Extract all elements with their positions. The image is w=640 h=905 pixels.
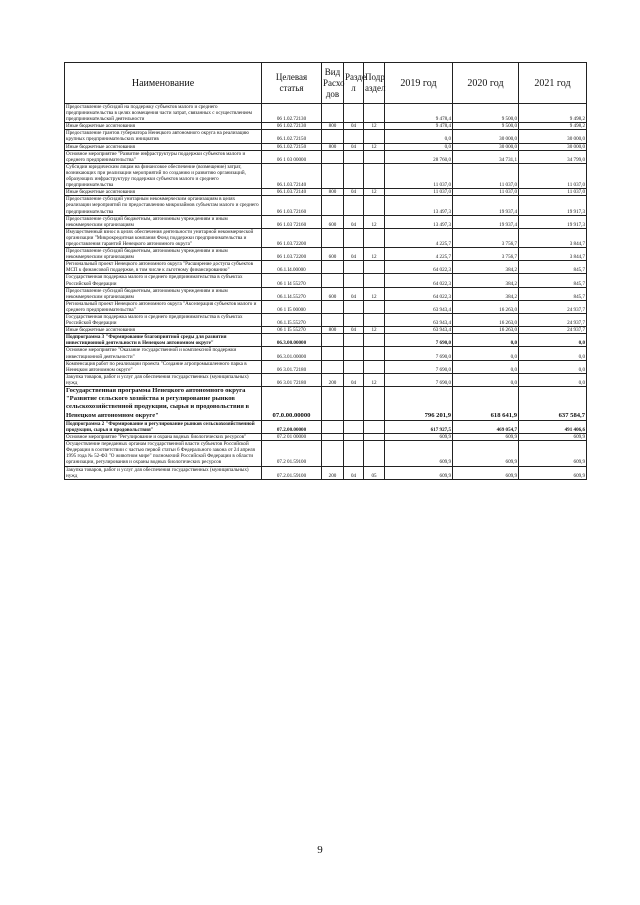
row-subsection — [364, 163, 385, 188]
row-value-2020: 469 054,7 — [453, 420, 519, 433]
row-value-2019: 63 943,4 — [385, 327, 453, 334]
row-value-2019: 609,9 — [385, 434, 453, 441]
row-section — [344, 434, 364, 441]
row-name: Региональный проект Ненецкого автономного округа "Акселерация субъектов малого и среднего предпринимательства" — [65, 300, 262, 313]
row-name: Региональный проект Ненецкого автономного округа "Расширение доступа субъектов МСП к финансовой поддержке, в том числе к льготному финансированию" — [65, 261, 262, 274]
table-row — [65, 314, 587, 327]
row-name: Имущественный взнос в целях обеспечения деятельности унитарной некоммерческой организации "Микрокредитная компания Фонд поддержки предпринимательства и предоставления гарантий Ненецкого автономного округа" — [65, 228, 262, 247]
row-section: 04 — [344, 248, 364, 261]
row-expense-type — [322, 314, 344, 327]
row-name: Государственная программа Ненецкого автономного округа "Развитие сельского хозяйства и регулирование рынков сельскохозяйственной продукции, сырья и продовольствия в Ненецком автономном округе" — [65, 387, 262, 421]
row-value-2021: 30 000,0 — [519, 130, 587, 143]
row-expense-type — [322, 163, 344, 188]
row-name: Подпрограмма 2 "Формирование и регулирование рынков сельскохозяйственной продукции, сырья и продовольствия" — [65, 420, 262, 433]
row-value-2020: 11 037,0 — [453, 163, 519, 188]
row-value-2021: 9 498,2 — [519, 123, 587, 130]
row-subsection — [364, 347, 385, 360]
row-section — [344, 228, 364, 247]
row-value-2020: 16 263,0 — [453, 314, 519, 327]
row-section: 04 — [344, 373, 364, 386]
row-name: Осуществление переданных органам государственной власти субъектов Российской Федерации в соответствии с частью первой статьи 6 Федерального закона от 24 апреля 1995 года № 52-ФЗ "О животном мире" полномочий Российской Федерации в области организации, регулирования и охраны водных биологических ресурсов — [65, 441, 262, 466]
header-year-2021: 2021 год — [519, 63, 587, 104]
row-expense-type — [322, 387, 344, 421]
row-name: Иные бюджетные ассигнования — [65, 123, 262, 130]
row-value-2021: 3 844,7 — [519, 248, 587, 261]
table-row — [65, 387, 587, 421]
table-row — [65, 287, 587, 300]
row-target-code: 06 1.03.72200 — [262, 228, 322, 247]
table-body — [65, 104, 587, 480]
row-value-2021: 845,7 — [519, 287, 587, 300]
row-value-2021: 30 000,0 — [519, 143, 587, 150]
row-name: Предоставление субсидий бюджетным, автономным учреждениям и иным некоммерческим организациям — [65, 248, 262, 261]
row-name: Иные бюджетные ассигнования — [65, 143, 262, 150]
row-value-2021: 637 584,7 — [519, 387, 587, 421]
row-target-code: 06 1.03.72200 — [262, 248, 322, 261]
row-value-2021: 34 799,0 — [519, 150, 587, 163]
row-target-code: 06.1.03.72140 — [262, 189, 322, 196]
row-target-code: 06.1.I5.55270 — [262, 314, 322, 327]
row-section: 04 — [344, 287, 364, 300]
row-value-2021: 0,0 — [519, 347, 587, 360]
budget-table — [64, 62, 587, 480]
row-section: 04 — [344, 215, 364, 228]
row-section — [344, 347, 364, 360]
header-year-2019: 2019 год — [385, 63, 453, 104]
row-name: Основное мероприятие "Регулирование и охрана водных биологических ресурсов" — [65, 434, 262, 441]
row-target-code: 06 1.03.72160 — [262, 196, 322, 215]
header-name: Наименование — [65, 63, 262, 104]
row-value-2021: 24 937,7 — [519, 327, 587, 334]
header-year-2020: 2020 год — [453, 63, 519, 104]
row-value-2020: 0,0 — [453, 334, 519, 347]
row-section — [344, 387, 364, 421]
row-name: Основное мероприятие "Развитие инфраструктуры поддержки субъектов малого и среднего предпринимательства" — [65, 150, 262, 163]
row-expense-type: 800 — [322, 123, 344, 130]
row-value-2021: 24 937,7 — [519, 314, 587, 327]
row-subsection — [364, 441, 385, 466]
row-expense-type: 600 — [322, 215, 344, 228]
row-subsection: 12 — [364, 143, 385, 150]
table-row — [65, 300, 587, 313]
row-target-code: 06 1.03 72160 — [262, 215, 322, 228]
row-subsection: 12 — [364, 373, 385, 386]
row-section — [344, 300, 364, 313]
row-value-2019: 9 478,4 — [385, 123, 453, 130]
row-name: Государственная поддержка малого и среднего предпринимательства в субъектах Российской Федерации — [65, 274, 262, 287]
row-target-code: 07.2.01.59100 — [262, 466, 322, 479]
row-name: Предоставление субсидий бюджетным, автономным учреждениям и иным некоммерческим организациям — [65, 215, 262, 228]
row-value-2020: 3 756,7 — [453, 228, 519, 247]
row-value-2019: 4 225,7 — [385, 228, 453, 247]
table-row — [65, 189, 587, 196]
row-expense-type — [322, 274, 344, 287]
row-target-code: 07.2 01.59100 — [262, 441, 322, 466]
table-row — [65, 334, 587, 347]
row-name: Компенсация работ по реализации проекта "Создание агропромышленного парка в Ненецком автономном округе" — [65, 360, 262, 373]
row-name: Субсидии юридическим лицам на финансовое обеспечение (возмещение) затрат, возникающих при реализации мероприятий по созданию и развитию организаций, образующих инфраструктуру поддержки субъектов малого и среднего предпринимательства — [65, 163, 262, 188]
row-expense-type — [322, 441, 344, 466]
row-section: 04 — [344, 123, 364, 130]
row-value-2019: 0,0 — [385, 143, 453, 150]
row-section: 04 — [344, 466, 364, 479]
row-subsection — [364, 130, 385, 143]
row-name: Закупка товаров, работ и услуг для обеспечения государственных (муниципальных) нужд — [65, 373, 262, 386]
row-value-2019: 7 690,0 — [385, 334, 453, 347]
row-value-2020: 16 263,0 — [453, 300, 519, 313]
table-row — [65, 434, 587, 441]
row-subsection — [364, 387, 385, 421]
row-value-2021: 609,9 — [519, 434, 587, 441]
row-value-2021: 609,9 — [519, 466, 587, 479]
table-row — [65, 373, 587, 386]
row-value-2020: 609,9 — [453, 434, 519, 441]
row-value-2020: 16 263,0 — [453, 327, 519, 334]
table-row — [65, 441, 587, 466]
row-section — [344, 104, 364, 123]
row-target-code: 06 1 I5 00000 — [262, 300, 322, 313]
row-subsection — [364, 261, 385, 274]
row-subsection: 12 — [364, 327, 385, 334]
row-subsection: 12 — [364, 248, 385, 261]
row-name: Предоставление субсидий на поддержку субъектов малого и среднего предпринимательства в целях возмещения части затрат, связанных с осуществлением предпринимательской деятельности — [65, 104, 262, 123]
table-row — [65, 347, 587, 360]
row-value-2019: 617 927,5 — [385, 420, 453, 433]
row-value-2020: 11 037,0 — [453, 189, 519, 196]
table-row — [65, 130, 587, 143]
row-section — [344, 274, 364, 287]
row-target-code: 07.2 01 00000 — [262, 434, 322, 441]
header-expense-type: Вид Расхо дов — [322, 63, 344, 104]
row-value-2019: 7 690,0 — [385, 360, 453, 373]
table-row — [65, 274, 587, 287]
row-value-2021: 19 917,3 — [519, 215, 587, 228]
row-section — [344, 150, 364, 163]
row-value-2021: 845,7 — [519, 261, 587, 274]
table-row — [65, 228, 587, 247]
row-value-2020: 3 756,7 — [453, 248, 519, 261]
row-subsection: 12 — [364, 189, 385, 196]
row-expense-type: 200 — [322, 373, 344, 386]
table-row — [65, 163, 587, 188]
row-expense-type — [322, 228, 344, 247]
row-target-code: 06 1.02.72130 — [262, 104, 322, 123]
row-name: Предоставление грантов губернатора Ненецкого автономного округа на реализацию крупных предпринимательских инициатив — [65, 130, 262, 143]
row-target-code: 06.1.I4.00000 — [262, 261, 322, 274]
row-subsection — [364, 334, 385, 347]
row-target-code: 06.1.02.72150 — [262, 143, 322, 150]
row-value-2021: 9 498,2 — [519, 104, 587, 123]
row-value-2020: 19 937,4 — [453, 215, 519, 228]
row-section — [344, 196, 364, 215]
row-value-2020: 0,0 — [453, 347, 519, 360]
header-subsection: Подр аздел — [364, 63, 385, 104]
row-value-2019: 7 690,0 — [385, 347, 453, 360]
header-section: Разде л — [344, 63, 364, 104]
row-subsection — [364, 150, 385, 163]
row-value-2019: 11 037,0 — [385, 163, 453, 188]
row-value-2020: 0,0 — [453, 360, 519, 373]
table-row — [65, 150, 587, 163]
row-value-2019: 64 022,3 — [385, 274, 453, 287]
row-subsection — [364, 420, 385, 433]
table-row — [65, 327, 587, 334]
row-value-2019: 64 022,3 — [385, 287, 453, 300]
row-subsection — [364, 228, 385, 247]
row-section: 04 — [344, 327, 364, 334]
row-value-2020: 9 500,0 — [453, 123, 519, 130]
row-value-2019: 0,0 — [385, 130, 453, 143]
row-value-2020: 34 731,1 — [453, 150, 519, 163]
row-expense-type: 600 — [322, 287, 344, 300]
row-value-2019: 28 760,0 — [385, 150, 453, 163]
row-subsection — [364, 274, 385, 287]
row-value-2021: 491 406,6 — [519, 420, 587, 433]
row-section: 04 — [344, 189, 364, 196]
row-expense-type — [322, 261, 344, 274]
row-expense-type — [322, 360, 344, 373]
row-name: Основное мероприятие "Оказание государственной и комплексной поддержки инвестиционной деятельности" — [65, 347, 262, 360]
table-row — [65, 104, 587, 123]
row-section — [344, 420, 364, 433]
row-value-2020: 384,2 — [453, 261, 519, 274]
row-name: Закупка товаров, работ и услуг для обеспечения государственных (муниципальных) нужд — [65, 466, 262, 479]
row-expense-type: 200 — [322, 466, 344, 479]
header-target-article: Целевая статья — [262, 63, 322, 104]
table-row — [65, 143, 587, 150]
row-value-2021: 845,7 — [519, 274, 587, 287]
table-row — [65, 248, 587, 261]
row-value-2020: 0,0 — [453, 373, 519, 386]
row-subsection: 12 — [364, 215, 385, 228]
row-value-2019: 7 690,0 — [385, 373, 453, 386]
row-expense-type — [322, 334, 344, 347]
row-target-code: 06 1 I4 55270 — [262, 274, 322, 287]
row-name: Государственная поддержка малого и среднего предпринимательства в субъектах Российской Федерации — [65, 314, 262, 327]
row-expense-type — [322, 434, 344, 441]
row-value-2020: 9 500,0 — [453, 104, 519, 123]
row-value-2020: 384,2 — [453, 287, 519, 300]
row-value-2021: 24 937,7 — [519, 300, 587, 313]
row-target-code: 06 3.01.72180 — [262, 360, 322, 373]
row-target-code: 06.1.03.72140 — [262, 163, 322, 188]
row-subsection — [364, 360, 385, 373]
row-subsection — [364, 300, 385, 313]
row-value-2019: 4 225,7 — [385, 248, 453, 261]
row-subsection — [364, 314, 385, 327]
table-row — [65, 360, 587, 373]
row-target-code: 07.2.00.00000 — [262, 420, 322, 433]
row-value-2019: 63 943,4 — [385, 314, 453, 327]
row-value-2021: 0,0 — [519, 373, 587, 386]
row-value-2019: 609,9 — [385, 466, 453, 479]
row-value-2019: 13 497,3 — [385, 215, 453, 228]
row-section — [344, 334, 364, 347]
row-expense-type — [322, 150, 344, 163]
row-section — [344, 314, 364, 327]
row-value-2020: 609,9 — [453, 466, 519, 479]
row-section — [344, 130, 364, 143]
row-target-code: 06 3.01 72180 — [262, 373, 322, 386]
row-value-2019: 63 943,4 — [385, 300, 453, 313]
row-target-code: 06 1 I5 55270 — [262, 327, 322, 334]
row-section: 04 — [344, 143, 364, 150]
row-expense-type — [322, 130, 344, 143]
row-value-2019: 609,9 — [385, 441, 453, 466]
row-value-2020: 19 937,4 — [453, 196, 519, 215]
row-subsection: 12 — [364, 287, 385, 300]
row-subsection: 05 — [364, 466, 385, 479]
row-expense-type: 800 — [322, 327, 344, 334]
row-expense-type — [322, 420, 344, 433]
row-value-2020: 30 000,0 — [453, 130, 519, 143]
row-subsection: 12 — [364, 123, 385, 130]
row-value-2019: 9 478,4 — [385, 104, 453, 123]
table-row — [65, 420, 587, 433]
table-row — [65, 196, 587, 215]
budget-table-page — [64, 62, 586, 480]
table-row — [65, 261, 587, 274]
row-value-2021: 11 037,0 — [519, 163, 587, 188]
row-name: Предоставление субсидий бюджетным, автономным учреждениям и иным некоммерческим организациям — [65, 287, 262, 300]
row-target-code: 06 1.02.72130 — [262, 123, 322, 130]
row-expense-type — [322, 347, 344, 360]
row-target-code: 06 1 03 00000 — [262, 150, 322, 163]
row-name: Подпрограмма 3 "Формирование благоприятной среды для развития инвестиционной деятельности в Ненецком автономном округе" — [65, 334, 262, 347]
row-name: Иные бюджетные ассигнования — [65, 189, 262, 196]
row-section — [344, 360, 364, 373]
row-target-code: 06.3.00.00000 — [262, 334, 322, 347]
row-value-2021: 609,9 — [519, 441, 587, 466]
row-section — [344, 163, 364, 188]
row-expense-type: 800 — [322, 189, 344, 196]
row-subsection — [364, 434, 385, 441]
row-value-2019: 13 497,3 — [385, 196, 453, 215]
row-target-code: 06.1.02.72150 — [262, 130, 322, 143]
row-value-2020: 618 641,9 — [453, 387, 519, 421]
row-target-code: 06.3.01.00000 — [262, 347, 322, 360]
row-value-2020: 30 000,0 — [453, 143, 519, 150]
row-value-2021: 19 917,3 — [519, 196, 587, 215]
row-value-2020: 384,2 — [453, 274, 519, 287]
row-expense-type: 600 — [322, 248, 344, 261]
row-name: Предоставление субсидий унитарным некоммерческим организациям в целях реализации мероприятий по предоставлению микрозаймов субъектам малого и среднего предпринимательства — [65, 196, 262, 215]
table-header-row — [65, 63, 587, 104]
row-value-2020: 609,9 — [453, 441, 519, 466]
row-subsection — [364, 104, 385, 123]
row-target-code: 07.0.00.00000 — [262, 387, 322, 421]
row-expense-type — [322, 196, 344, 215]
row-section — [344, 261, 364, 274]
row-value-2021: 0,0 — [519, 360, 587, 373]
row-expense-type: 800 — [322, 143, 344, 150]
table-row — [65, 466, 587, 479]
row-section — [344, 441, 364, 466]
row-value-2021: 3 844,7 — [519, 228, 587, 247]
row-subsection — [364, 196, 385, 215]
row-value-2021: 11 037,0 — [519, 189, 587, 196]
row-value-2019: 11 037,0 — [385, 189, 453, 196]
table-row — [65, 123, 587, 130]
row-value-2019: 796 201,9 — [385, 387, 453, 421]
row-value-2019: 64 022,3 — [385, 261, 453, 274]
row-target-code: 06.1.I4.55270 — [262, 287, 322, 300]
row-expense-type — [322, 104, 344, 123]
table-row — [65, 215, 587, 228]
row-name: Иные бюджетные ассигнования — [65, 327, 262, 334]
page-number: 9 — [317, 844, 323, 856]
row-expense-type — [322, 300, 344, 313]
row-value-2021: 0,0 — [519, 334, 587, 347]
